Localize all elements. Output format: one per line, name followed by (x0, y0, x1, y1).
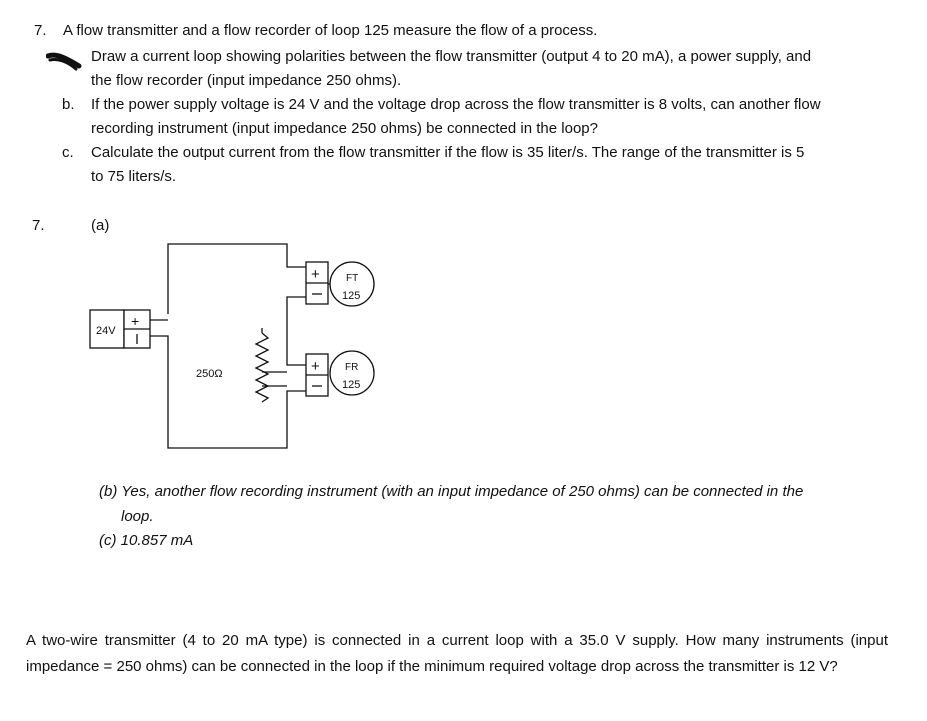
wire-resistor-to-fr-plus (287, 353, 306, 365)
part-b-line-1: (b) Yes, another flow recording instrument (with an input impedance of 250 ohms) can be connected in the (99, 483, 804, 500)
item-c-marker: c. (62, 144, 74, 161)
item-c-line-1: Calculate the output current from the flow transmitter if the flow is 35 liter/s. The range of the transmitter is 5 (91, 144, 805, 161)
item-b-line-1: If the power supply voltage is 24 V and the voltage drop across the flow transmitter is 8 volts, can another flow (91, 96, 821, 113)
item-c-line-2: to 75 liters/s. (91, 168, 177, 185)
ft-loop-number: 125 (342, 290, 361, 302)
fr-tag: FR (345, 362, 359, 373)
resistor-label: 250Ω (196, 368, 223, 380)
followup-question: A two-wire transmitter (4 to 20 mA type) is connected in a current loop with a 35.0 V supply. How many instruments (input impedance = 250 ohms) can be connected in the loop if the minimum required voltage drop across the transmitter is 12 V? (26, 632, 888, 675)
item-b-marker: b. (62, 96, 75, 113)
item-a-line-2: the flow recorder (input impedance 250 ohms). (91, 72, 402, 89)
resistor-zigzag (256, 333, 268, 402)
wire-top (168, 244, 306, 314)
wire-bottom (150, 336, 306, 448)
ft-plus-sign: + (311, 266, 320, 283)
supply-label: 24V (96, 325, 116, 337)
fr-loop-number: 125 (342, 379, 361, 391)
supply-plus-sign: + (131, 313, 140, 329)
item-a-line-1: Draw a current loop showing polarities between the flow transmitter (output 4 to 20 mA), a power supply, and (91, 48, 812, 65)
part-b-line-2: loop. (121, 508, 154, 525)
fr-plus-sign: + (311, 358, 320, 375)
wire-ft-minus-to-resistor (287, 297, 306, 353)
problem-statement: A flow transmitter and a flow recorder of loop 125 measure the flow of a process. (63, 22, 598, 39)
ft-tag: FT (346, 273, 359, 284)
item-b-line-2: recording instrument (input impedance 250 ohms) be connected in the loop? (91, 120, 598, 137)
part-c-answer: (c) 10.857 mA (99, 532, 194, 549)
problem-number: 7. (34, 22, 47, 39)
part-a-label: (a) (91, 217, 110, 234)
solution-number: 7. (32, 217, 45, 234)
